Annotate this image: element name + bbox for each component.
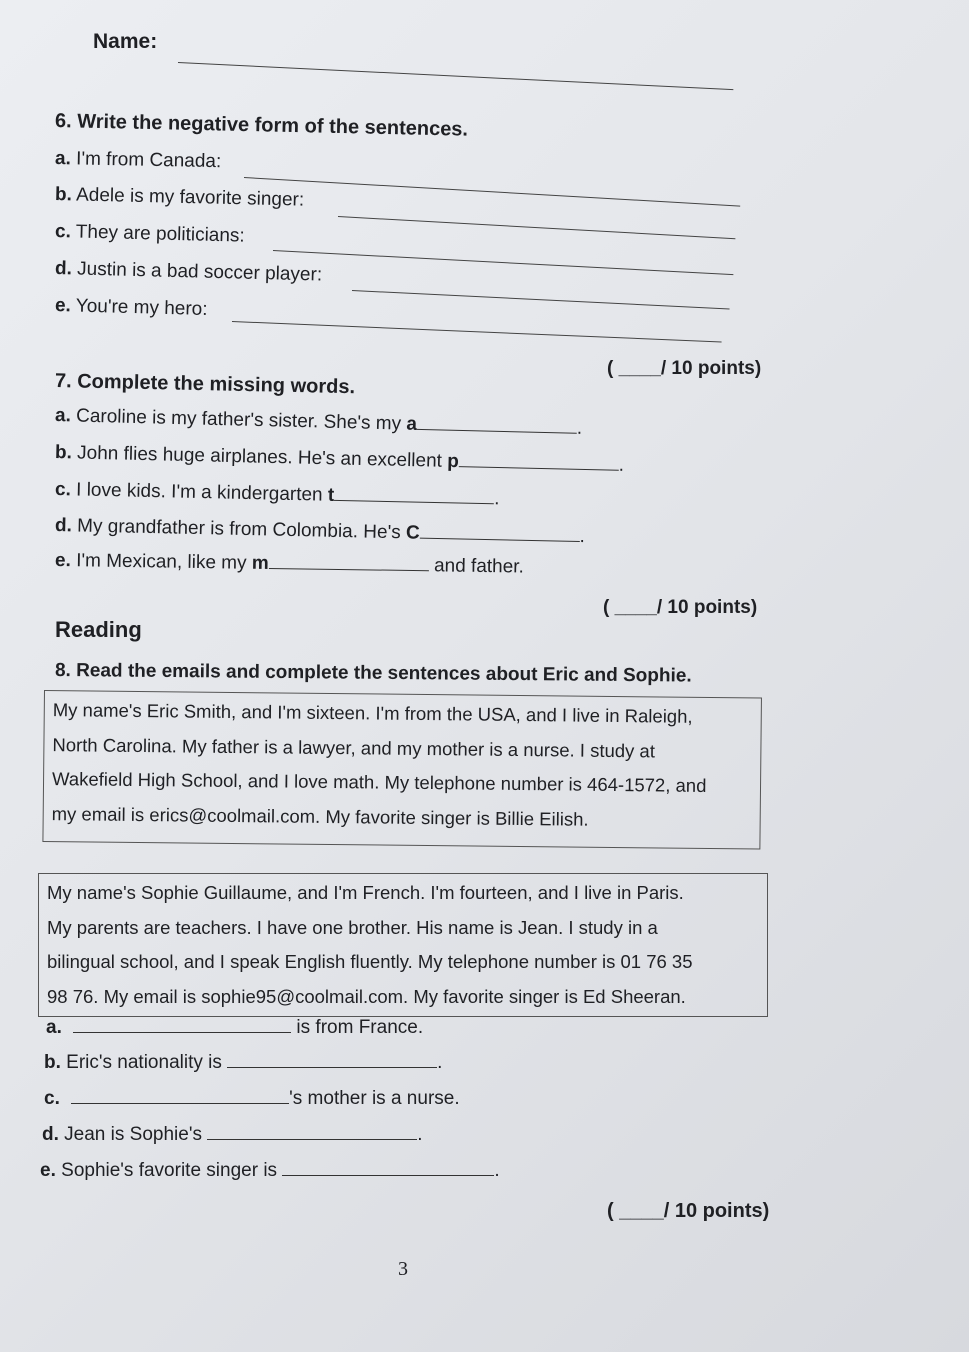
section8-item-e: e. Sophie's favorite singer is . [40, 1160, 500, 1181]
answer-blank-8a[interactable] [73, 1031, 291, 1033]
email-sophie-line: My name's Sophie Guillaume, and I'm French. I'm fourteen, and I live in Paris. [47, 882, 684, 903]
section6-points: ( ____/ 10 points) [607, 358, 762, 379]
section6-item-d: d. Justin is a bad soccer player: [54, 258, 323, 286]
section7-points: ( ____/ 10 points) [603, 597, 758, 618]
email-sophie-line: 98 76. My email is sophie95@coolmail.com. My favorite singer is Ed Sheeran. [47, 985, 686, 1007]
answer-blank-7c[interactable] [334, 499, 494, 504]
page-number: 3 [398, 1258, 408, 1280]
section7-title: 7. Complete the missing words. [54, 370, 356, 399]
email-eric-line: my email is erics@coolmail.com. My favorite singer is Billie Eilish. [51, 802, 589, 830]
answer-blank-8c[interactable] [71, 1102, 289, 1104]
section7-item-c: c. I love kids. I'm a kindergarten t . [54, 479, 500, 510]
email-sophie-line: My parents are teachers. I have one brother. His name is Jean. I study in a [47, 916, 658, 938]
answer-blank-8b[interactable] [227, 1066, 437, 1068]
answer-line-6e[interactable] [232, 321, 722, 343]
answer-line-6a[interactable] [244, 177, 740, 207]
answer-blank-8d[interactable] [207, 1138, 417, 1140]
section8-item-c: c. 's mother is a nurse. [44, 1088, 460, 1109]
section6-item-c: c. They are politicians: [54, 221, 245, 247]
name-label: Name: [93, 30, 158, 53]
section8-item-d: d. Jean is Sophie's . [42, 1124, 423, 1145]
answer-line-6d[interactable] [352, 290, 730, 309]
email-eric-line: North Carolina. My father is a lawyer, and my mother is a nurse. I study at [52, 733, 656, 761]
section6-item-b: b. Adele is my favorite singer: [54, 184, 305, 211]
section8-title: 8. Read the emails and complete the sentences about Eric and Sophie. [54, 660, 692, 687]
section8-item-b: b. Eric's nationality is . [44, 1052, 443, 1073]
section7-item-a: a. Caroline is my father's sister. She's my a . [54, 405, 583, 439]
section7-item-e: e. I'm Mexican, like my m and father. [54, 550, 524, 578]
email-box-eric [42, 690, 762, 850]
email-eric-line: Wakefield High School, and I love math. My telephone number is 464-1572, and [51, 768, 707, 796]
section6-item-a: a. I'm from Canada: [54, 148, 222, 173]
email-eric-line: My name's Eric Smith, and I'm sixteen. I'm from the USA, and I live in Raleigh, [52, 699, 693, 727]
reading-heading: Reading [55, 617, 142, 642]
section7-item-b: b. John flies huge airplanes. He's an excellent p . [54, 442, 625, 476]
answer-line-6b[interactable] [338, 216, 735, 239]
answer-blank-7b[interactable] [459, 465, 619, 471]
section6-item-e: e. You're my hero: [54, 295, 208, 320]
email-sophie-line: bilingual school, and I speak English fluently. My telephone number is 01 76 35 [47, 951, 693, 972]
answer-line-6c[interactable] [273, 250, 733, 275]
section8-item-a: a. is from France. [46, 1017, 424, 1038]
answer-blank-7e[interactable] [269, 567, 429, 571]
name-field-line[interactable] [178, 62, 733, 90]
answer-blank-8e[interactable] [282, 1174, 494, 1176]
answer-blank-7d[interactable] [420, 537, 580, 542]
answer-blank-7a[interactable] [417, 428, 577, 434]
section8-points: ( ____/ 10 points) [607, 1200, 770, 1222]
section6-title: 6. Write the negative form of the sentences. [54, 110, 469, 141]
email-box-sophie [38, 873, 768, 1017]
section7-item-d: d. My grandfather is from Colombia. He's C . [54, 515, 586, 548]
